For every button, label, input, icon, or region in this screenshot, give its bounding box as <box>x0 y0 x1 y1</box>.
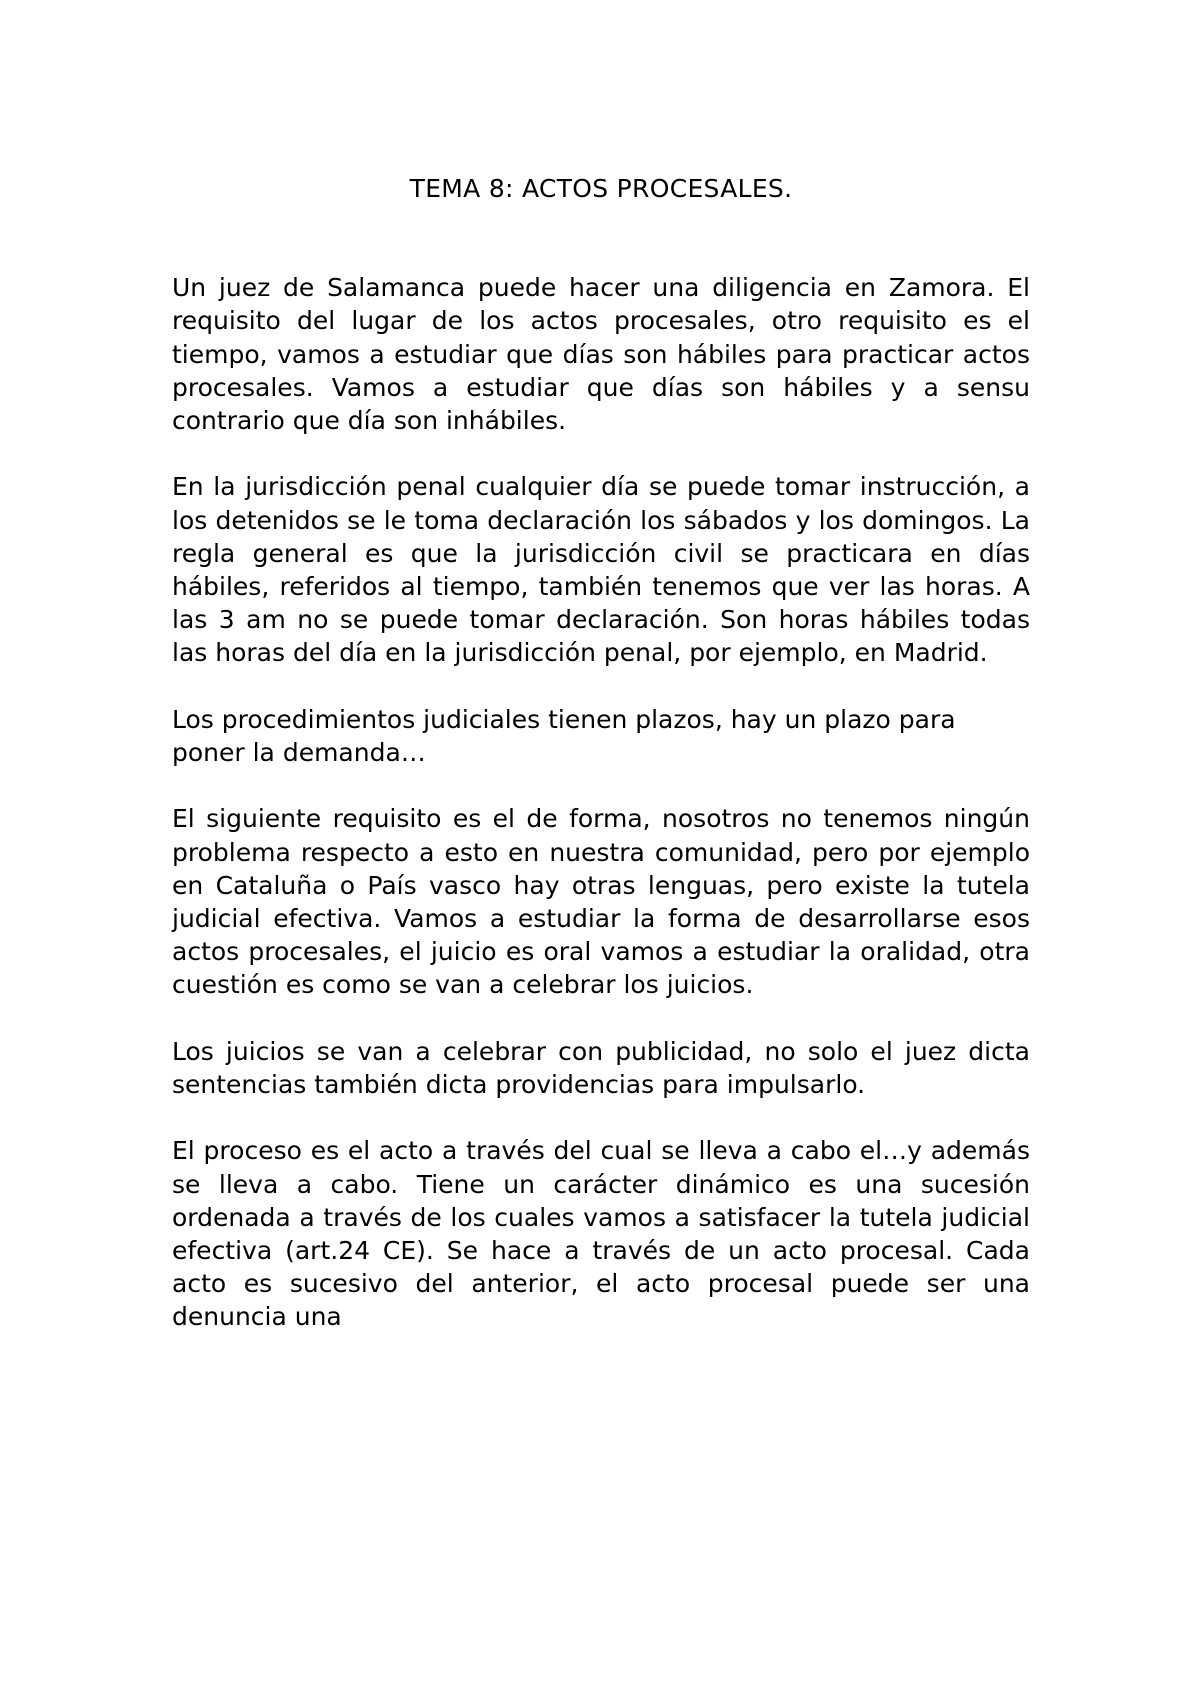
paragraph-6: El proceso es el acto a través del cual se lleva a cabo el…y además se lleva a cabo. Tiene un carácter dinámico es una sucesión ordenada a través de los cuales vamos a satisfacer la tutela judicial efectiva (art.24 CE). Se hace a través de un acto procesal. Cada acto es sucesivo del anterior, el acto procesal puede ser una denuncia una <box>172 1136 1030 1332</box>
document-body <box>172 172 1030 1367</box>
paragraph-3: Los procedimientos judiciales tienen plazos, hay un plazo para poner la demanda… <box>172 704 956 768</box>
paragraph-5: Los juicios se van a celebrar con publicidad, no solo el juez dicta sentencias también dicta providencias para impulsarlo. <box>172 1036 1030 1100</box>
paragraph-1: Un juez de Salamanca puede hacer una diligencia en Zamora. El requisito del lugar de los actos procesales, otro requisito es el tiempo, vamos a estudiar que días son hábiles para practicar actos procesales. Vamos a estudiar que días son hábiles y a sensu contrario que día son inhábiles. <box>172 273 1030 436</box>
paragraph-2: En la jurisdicción penal cualquier día se puede tomar instrucción, a los detenidos se le toma declaración los sábados y los domingos. La regla general es que la jurisdicción civil se practicara en días hábiles, referidos al tiempo, también tenemos que ver las horas. A las 3 am no se puede tomar declaración. Son horas hábiles todas las horas del día en la jurisdicción penal, por ejemplo, en Madrid. <box>172 472 1030 668</box>
paragraph-4: El siguiente requisito es el de forma, nosotros no tenemos ningún problema respecto a esto en nuestra comunidad, pero por ejemplo en Cataluña o País vasco hay otras lenguas, pero existe la tutela judicial efectiva. Vamos a estudiar la forma de desarrollarse esos actos procesales, el juicio es oral vamos a estudiar la oralidad, otra cuestión es como se van a celebrar los juicios. <box>172 804 1030 1000</box>
document-title: TEMA 8: ACTOS PROCESALES. <box>409 174 793 203</box>
